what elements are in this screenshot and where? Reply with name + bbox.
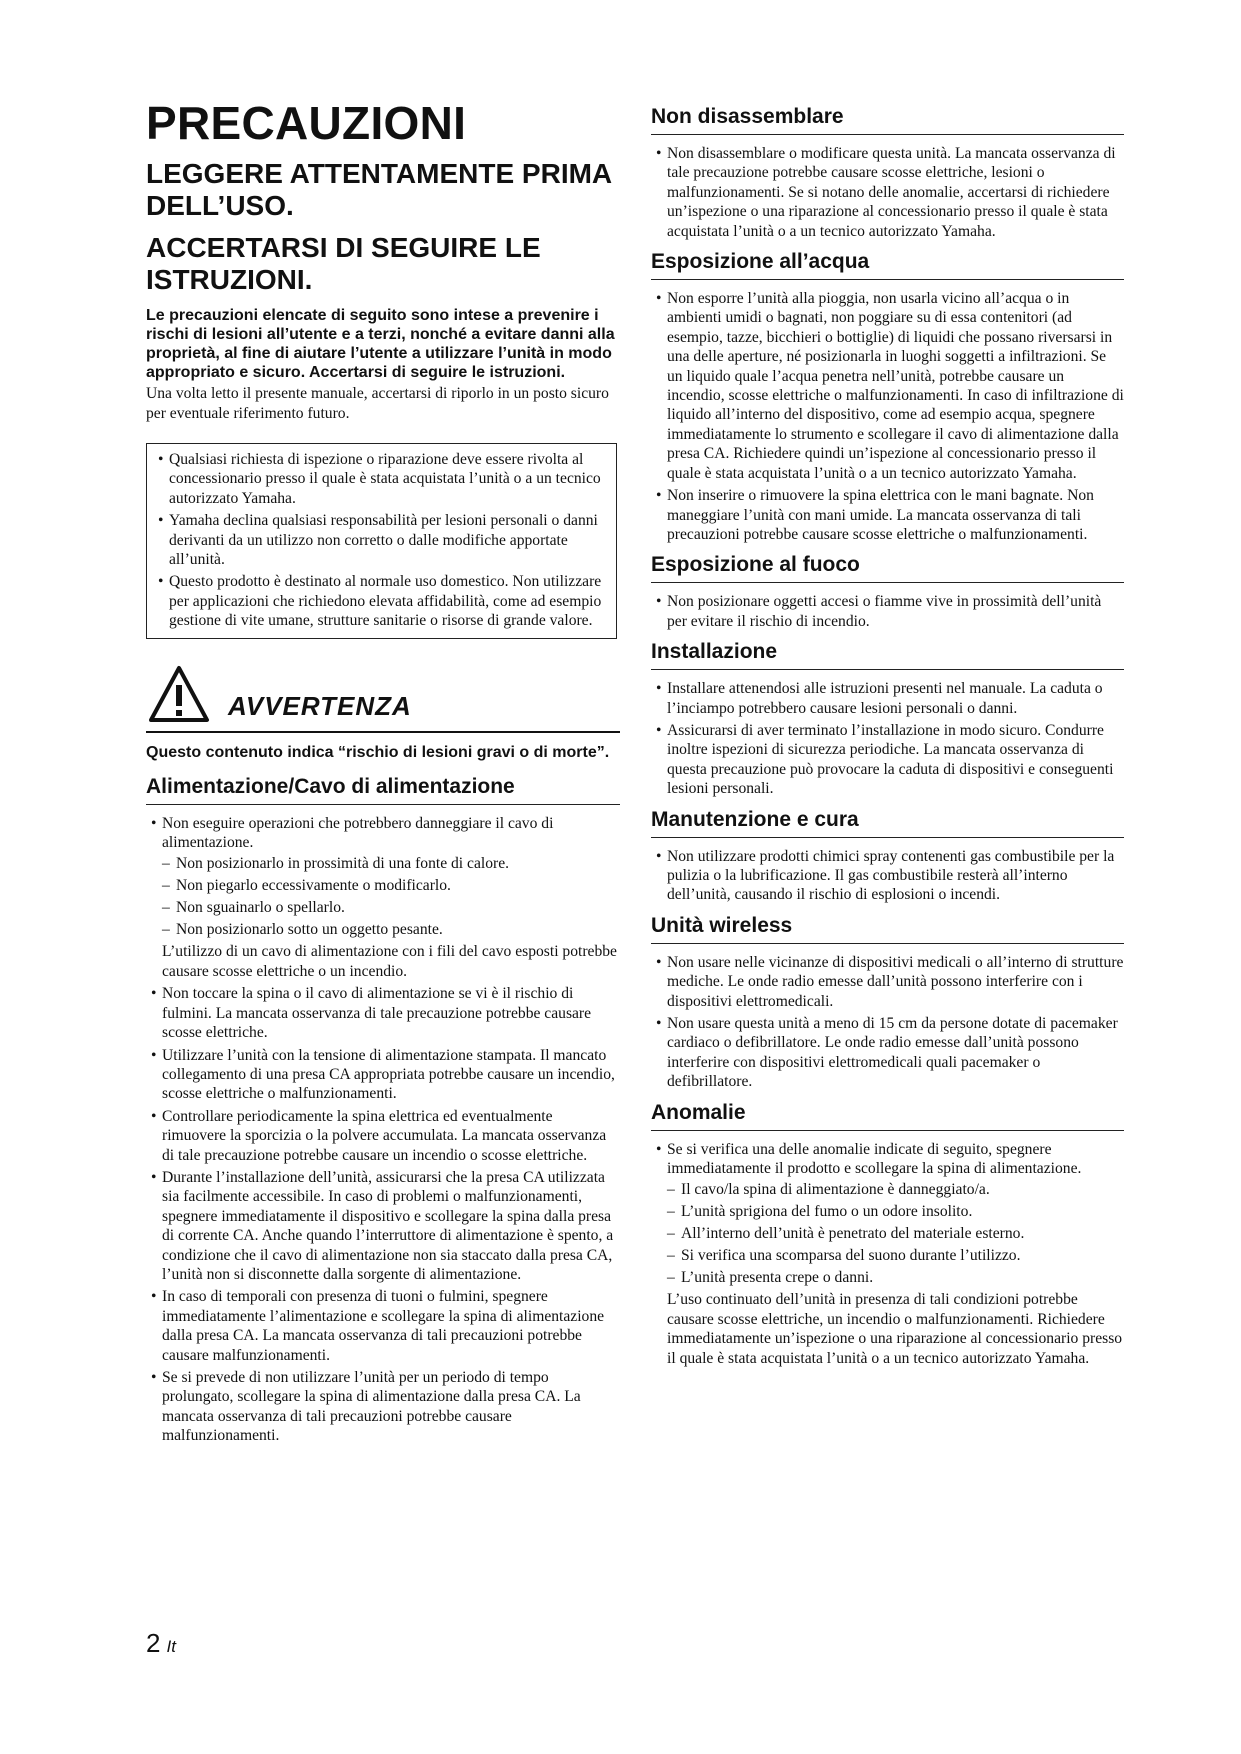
list-item: • Non inserire o rimuovere la spina elettrica con le mani bagnate. Non maneggiare l’unità con mani umide. La mancata osservanza di tali precauzioni potrebbe causare scosse elettriche o malfunzionamenti. <box>656 487 1094 543</box>
intro-bold-text: Le precauzioni elencate di seguito sono intese a prevenire i rischi di lesioni all’utente e a terzi, nonché a evitare danni alla proprietà, al fine di aiutare l’utente a utilizzare l’unità in modo appropriato e sicuro. Accertarsi di seguire le istruzioni. <box>146 307 615 381</box>
section-heading: Installazione <box>651 639 1124 670</box>
dash-item: – All’interno dell’unità è penetrato del materiale esterno. <box>667 1225 1025 1243</box>
notice-box <box>146 443 617 639</box>
list-item: • Utilizzare l’unità con la tensione di alimentazione stampata. Il mancato collegamento di una presa CA appropriata potrebbe causare un incendio, scosse elettriche o malfunzionamenti. <box>151 1046 615 1103</box>
subtitle-read-carefully: LEGGERE ATTENTAMENTE PRIMA DELL’USO. <box>146 158 612 221</box>
section-heading: Alimentazione/Cavo di alimentazione <box>146 774 620 805</box>
section-maintenance <box>651 807 1124 905</box>
left-column <box>146 98 620 1454</box>
section-wireless <box>651 913 1124 1092</box>
section-heading: Anomalie <box>651 1100 1124 1131</box>
list-item: • Non esporre l’unità alla pioggia, non usarla vicino all’acqua o in ambienti umidi o bagnati, non poggiare su di essa contenitori (ad esempio, tazze, bicchieri o bottiglie) di liquidi che possano riversarsi in una delle aperture, né posizionarla in luoghi soggetti a infiltrazioni. Se un liquido quale l’acqua penetra nell’unità, potrebbe causare un incendio, scosse elettriche o malfunzionamenti. In caso di infiltrazione di liquido all’interno del dispositivo, come ad esempio acqua, spegnere immediatamente lo strumento e scollegare il cavo di alimentazione dalla presa CA. Richiedere quindi un’ispezione al concessionario presso il quale è stata acquistata l’unità o a un tecnico autorizzato Yamaha. <box>656 290 1124 482</box>
subtitle-follow-instructions: ACCERTARSI DI SEGUIRE LE ISTRUZIONI. <box>146 232 541 295</box>
dash-item: – Non posizionarlo in prossimità di una fonte di calore. <box>162 855 510 873</box>
language-code: It <box>166 1637 176 1656</box>
section-water <box>651 249 1124 544</box>
warning-triangle-icon <box>148 665 210 723</box>
list-item: • Non utilizzare prodotti chimici spray contenenti gas combustibile per la pulizia o la lubrificazione. Il gas combustibile resterà all’interno dell’unità, causando il rischio di esplosioni o incendi. <box>656 847 1115 904</box>
section-installation <box>651 639 1124 798</box>
section-heading: Esposizione al fuoco <box>651 552 1124 583</box>
page-title: PRECAUZIONI <box>146 97 467 149</box>
warning-title: AVVERTENZA <box>228 690 412 721</box>
dash-item: – Non posizionarlo sotto un oggetto pesante. <box>162 921 443 939</box>
section-heading: Manutenzione e cura <box>651 807 1124 838</box>
dash-item: – L’unità sprigiona del fumo o un odore insolito. <box>667 1203 973 1221</box>
section-anomalies <box>651 1100 1124 1368</box>
intro-plain-text: Una volta letto il presente manuale, accertarsi di riporlo in un posto sicuro per eventuale riferimento futuro. <box>146 385 609 422</box>
list-item: • Non eseguire operazioni che potrebbero danneggiare il cavo di alimentazione. – Non posizionarlo in prossimità di una fonte di calore. – Non piegarlo eccessivamente o modificarlo. – Non sguainarlo o spellarlo. – Non posizionarlo sotto un oggetto pesante. L’utilizzo di un cavo di alimentazione con i fili del cavo esposti potrebbe causare scosse elettriche o un incendio. <box>146 814 620 982</box>
section-heading: Non disassemblare <box>651 104 1124 135</box>
dash-item: – Non sguainarlo o spellarlo. <box>162 899 345 917</box>
list-item: • Durante l’installazione dell’unità, assicurarsi che la presa CA utilizzata sia facilmente accessibile. In caso di problemi o malfunzionamenti, spegnere immediatamente il dispositivo e scollegare la spina dalla presa di corrente CA. Anche quando l’interruttore di alimentazione è spento, a condizione che il cavo di alimentazione non sia staccato dalla presa CA, l’unità non si disconnette dalla sorgente di alimentazione. <box>151 1168 614 1283</box>
dash-item: – Il cavo/la spina di alimentazione è danneggiato/a. <box>667 1181 990 1199</box>
dash-item: – Non piegarlo eccessivamente o modificarlo. <box>162 877 451 895</box>
section-disassembly <box>651 104 1124 241</box>
page-number: 2 <box>146 1628 161 1658</box>
list-item: • Non posizionare oggetti accesi o fiamme vive in prossimità dell’unità per evitare il rischio di incendio. <box>656 593 1102 630</box>
item-continuation: L’uso continuato dell’unità in presenza di tali condizioni potrebbe causare scosse elettriche, un incendio o malfunzionamenti. Richiedere immediatamente un’ispezione o una riparazione al concessionario presso il quale è stata acquistata l’unità o a un tecnico autorizzato Yamaha. <box>667 1291 1123 1367</box>
notice-item: • Yamaha declina qualsiasi responsabilità per lesioni personali o danni derivanti da un utilizzo non corretto o dalle modifiche apportate all’unità. <box>158 512 598 569</box>
list-item: • Installare attenendosi alle istruzioni presenti nel manuale. La caduta o l’inciampo potrebbero causare lesioni personali o danni. <box>656 680 1103 717</box>
list-item: • Non toccare la spina o il cavo di alimentazione se vi è il rischio di fulmini. La mancata osservanza di tale precauzione potrebbe causare scosse elettriche. <box>151 985 592 1042</box>
dash-item: – L’unità presenta crepe o danni. <box>667 1269 874 1287</box>
list-item: • Controllare periodicamente la spina elettrica ed eventualmente rimuovere la sporcizia o la polvere accumulata. La mancata osservanza di tale precauzione potrebbe causare un incendio o scosse elettriche. <box>151 1107 607 1164</box>
section-fire <box>651 552 1124 631</box>
section-heading: Esposizione all’acqua <box>651 249 1124 280</box>
dash-item: – Si verifica una scomparsa del suono durante l’utilizzo. <box>667 1247 1021 1265</box>
page-footer <box>146 1628 176 1659</box>
section-power <box>146 774 620 1446</box>
list-item: • Se si prevede di non utilizzare l’unità per un periodo di tempo prolungato, scollegare la spina di alimentazione dalla presa CA. La mancata osservanza di tali precauzioni potrebbe causare malfunzionamenti. <box>151 1369 581 1445</box>
list-item: • Non usare questa unità a meno di 15 cm da persone dotate di pacemaker cardiaco o defibrillatore. Le onde radio emesse dall’unità possono interferire con dispositivi elettromedicali quali pacemaker o defibrillatore. <box>656 1015 1118 1091</box>
notice-item: • Qualsiasi richiesta di ispezione o riparazione deve essere rivolta al concessionario presso il quale è stata acquistata l’unità o a un tecnico autorizzato Yamaha. <box>158 451 601 507</box>
notice-item: • Questo prodotto è destinato al normale uso domestico. Non utilizzare per applicazioni che richiedono elevata affidabilità, come ad esempio gestione di vite umane, strutture sanitarie o risorse di grande valore. <box>158 573 602 630</box>
section-heading: Unità wireless <box>651 913 1124 944</box>
list-item: • Assicurarsi di aver terminato l’installazione in modo sicuro. Condurre inoltre ispezioni di sicurezza periodiche. La mancata osservanza di questa precauzione può provocare la caduta di dispositivi e conseguenti lesioni personali. <box>656 721 1114 798</box>
warning-header <box>146 665 620 733</box>
list-item: • In caso di temporali con presenza di tuoni o fulmini, spegnere immediatamente l’alimentazione e scollegare la spina di alimentazione dalla presa CA. La mancata osservanza di tali precauzioni potrebbe causare malfunzionamenti. <box>151 1288 605 1364</box>
list-item: • Non disassemblare o modificare questa unità. La mancata osservanza di tale precauzione potrebbe causare scosse elettriche, lesioni o malfunzionamenti. Se si notano delle anomalie, accertarsi di richiedere un’ispezione o una riparazione al concessionario presso il quale è stata acquistata l’unità o a un tecnico autorizzato Yamaha. <box>656 145 1116 240</box>
right-column <box>651 104 1124 1376</box>
list-item: • Non usare nelle vicinanze di dispositivi medicali o all’interno di strutture mediche. Le onde radio emesse dall’unità possono interferire con i dispositivi elettromedicali. <box>656 953 1124 1010</box>
item-continuation: L’utilizzo di un cavo di alimentazione con i fili del cavo esposti potrebbe causare scosse elettriche o un incendio. <box>162 943 617 980</box>
warning-description: Questo contenuto indica “rischio di lesioni gravi o di morte”. <box>146 743 610 761</box>
list-item: • Se si verifica una delle anomalie indicate di seguito, spegnere immediatamente il prodotto e scollegare la spina di alimentazione. – Il cavo/la spina di alimentazione è danneggiato/a. – L’unità sprigiona del fumo o un odore insolito. – All’interno dell’unità è penetrato del materiale esterno. – Si verifica una scomparsa del suono durante l’utilizzo. – L’unità presenta crepe o danni. L’uso continuato dell’unità in presenza di tali condizioni potrebbe causare scosse elettriche, un incendio o malfunzionamenti. Richiedere immediatamente un’ispezione o una riparazione al concessionario presso il quale è stata acquistata l’unità o a un tecnico autorizzato Yamaha. <box>656 1140 1123 1367</box>
